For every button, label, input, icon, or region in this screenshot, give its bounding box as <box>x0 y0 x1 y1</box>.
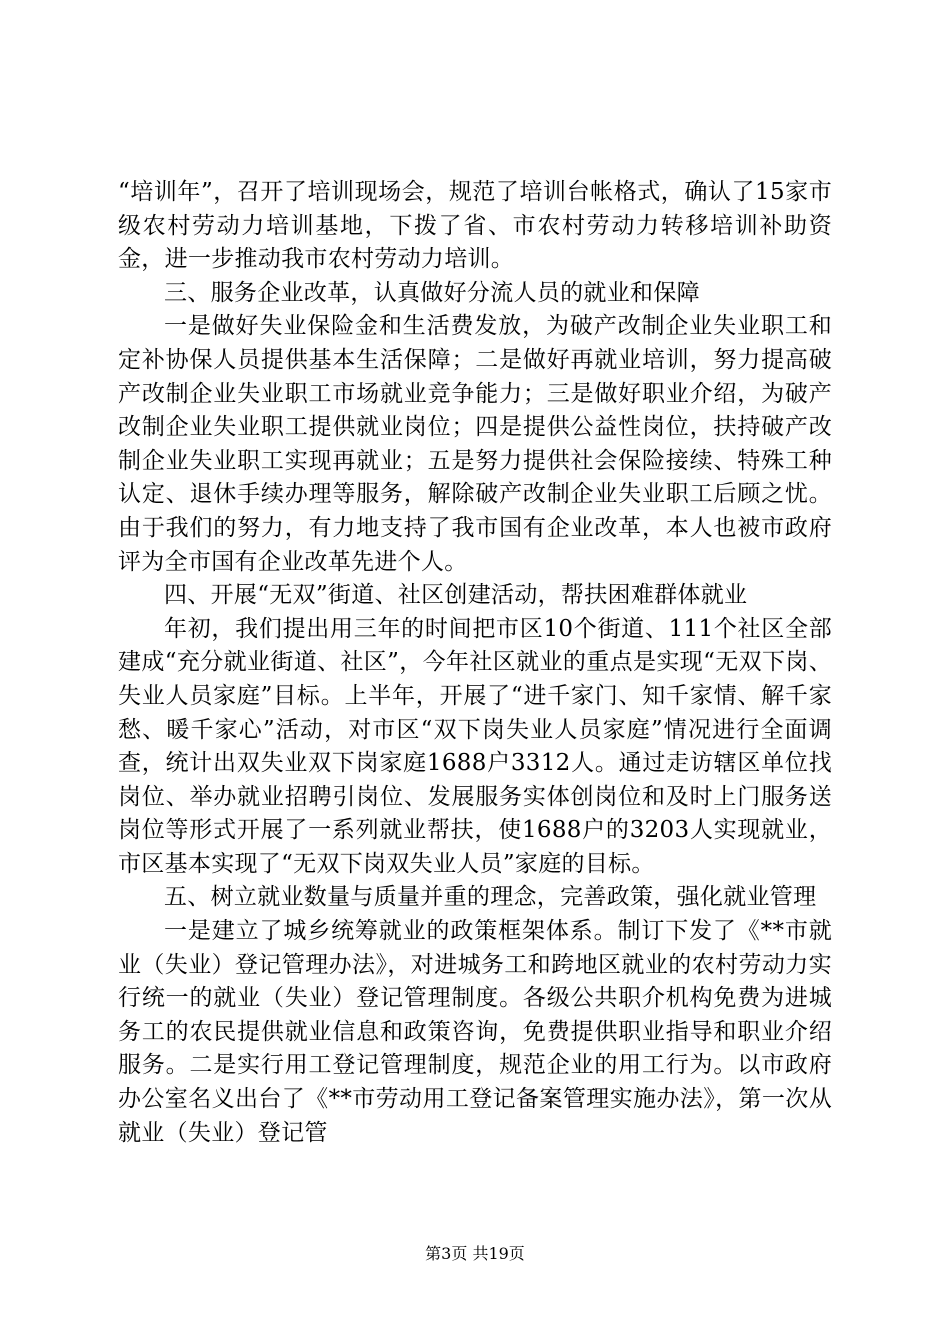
page-number-footer: 第3页 共19页 <box>425 1244 525 1263</box>
document-body <box>118 176 832 1150</box>
section-heading-3: 三、服务企业改革，认真做好分流人员的就业和保障 <box>164 279 700 306</box>
section-heading-5: 五、树立就业数量与质量并重的理念，完善政策，强化就业管理 <box>164 884 817 911</box>
section-heading-4: 四、开展“无双”街道、社区创建活动，帮扶困难群体就业 <box>164 582 748 609</box>
paragraph-3: 年初，我们提出用三年的时间把市区10个街道、111个社区全部建成“充分就业街道、社区”，今年社区就业的重点是实现“无双下岗、失业人员家庭”目标。上半年，开展了“进千家门、知千家情、解千家愁、暖千家心”活动，对市区“双下岗失业人员家庭”情况进行全面调查，统计出双失业双下岗家庭1688户3312人。通过走访辖区单位找岗位、举办就业招聘引岗位、发展服务实体创岗位和及时上门服务送岗位等形式开展了一系列就业帮扶，使1688户的3203人实现就业，市区基本实现了“无双下岗双失业人员”家庭的目标。 <box>118 615 832 877</box>
paragraph-1: “培训年”，召开了培训现场会，规范了培训台帐格式，确认了15家市级农村劳动力培训基地，下拨了省、市农村劳动力转移培训补助资金，进一步推动我市农村劳动力培训。 <box>118 179 832 273</box>
paragraph-2: 一是做好失业保险金和生活费发放，为破产改制企业失业职工和定补协保人员提供基本生活保障；二是做好再就业培训，努力提高破产改制企业失业职工市场就业竞争能力；三是做好职业介绍，为破产改制企业失业职工提供就业岗位；四是提供公益性岗位，扶持破产改制企业失业职工实现再就业；五是努力提供社会保险接续、特殊工种认定、退休手续办理等服务，解除破产改制企业失业职工后顾之忧。由于我们的努力，有力地支持了我市国有企业改革，本人也被市政府评为全市国有企业改革先进个人。 <box>118 313 832 575</box>
paragraph-4: 一是建立了城乡统筹就业的政策框架体系。制订下发了《**市就业（失业）登记管理办法》，对进城务工和跨地区就业的农村劳动力实行统一的就业（失业）登记管理制度。各级公共职介机构免费为进城务工的农民提供就业信息和政策咨询，免费提供职业指导和职业介绍服务。二是实行用工登记管理制度，规范企业的用工行为。以市政府办公室名义出台了《**市劳动用工登记备案管理实施办法》，第一次从就业（失业）登记管 <box>118 918 832 1146</box>
